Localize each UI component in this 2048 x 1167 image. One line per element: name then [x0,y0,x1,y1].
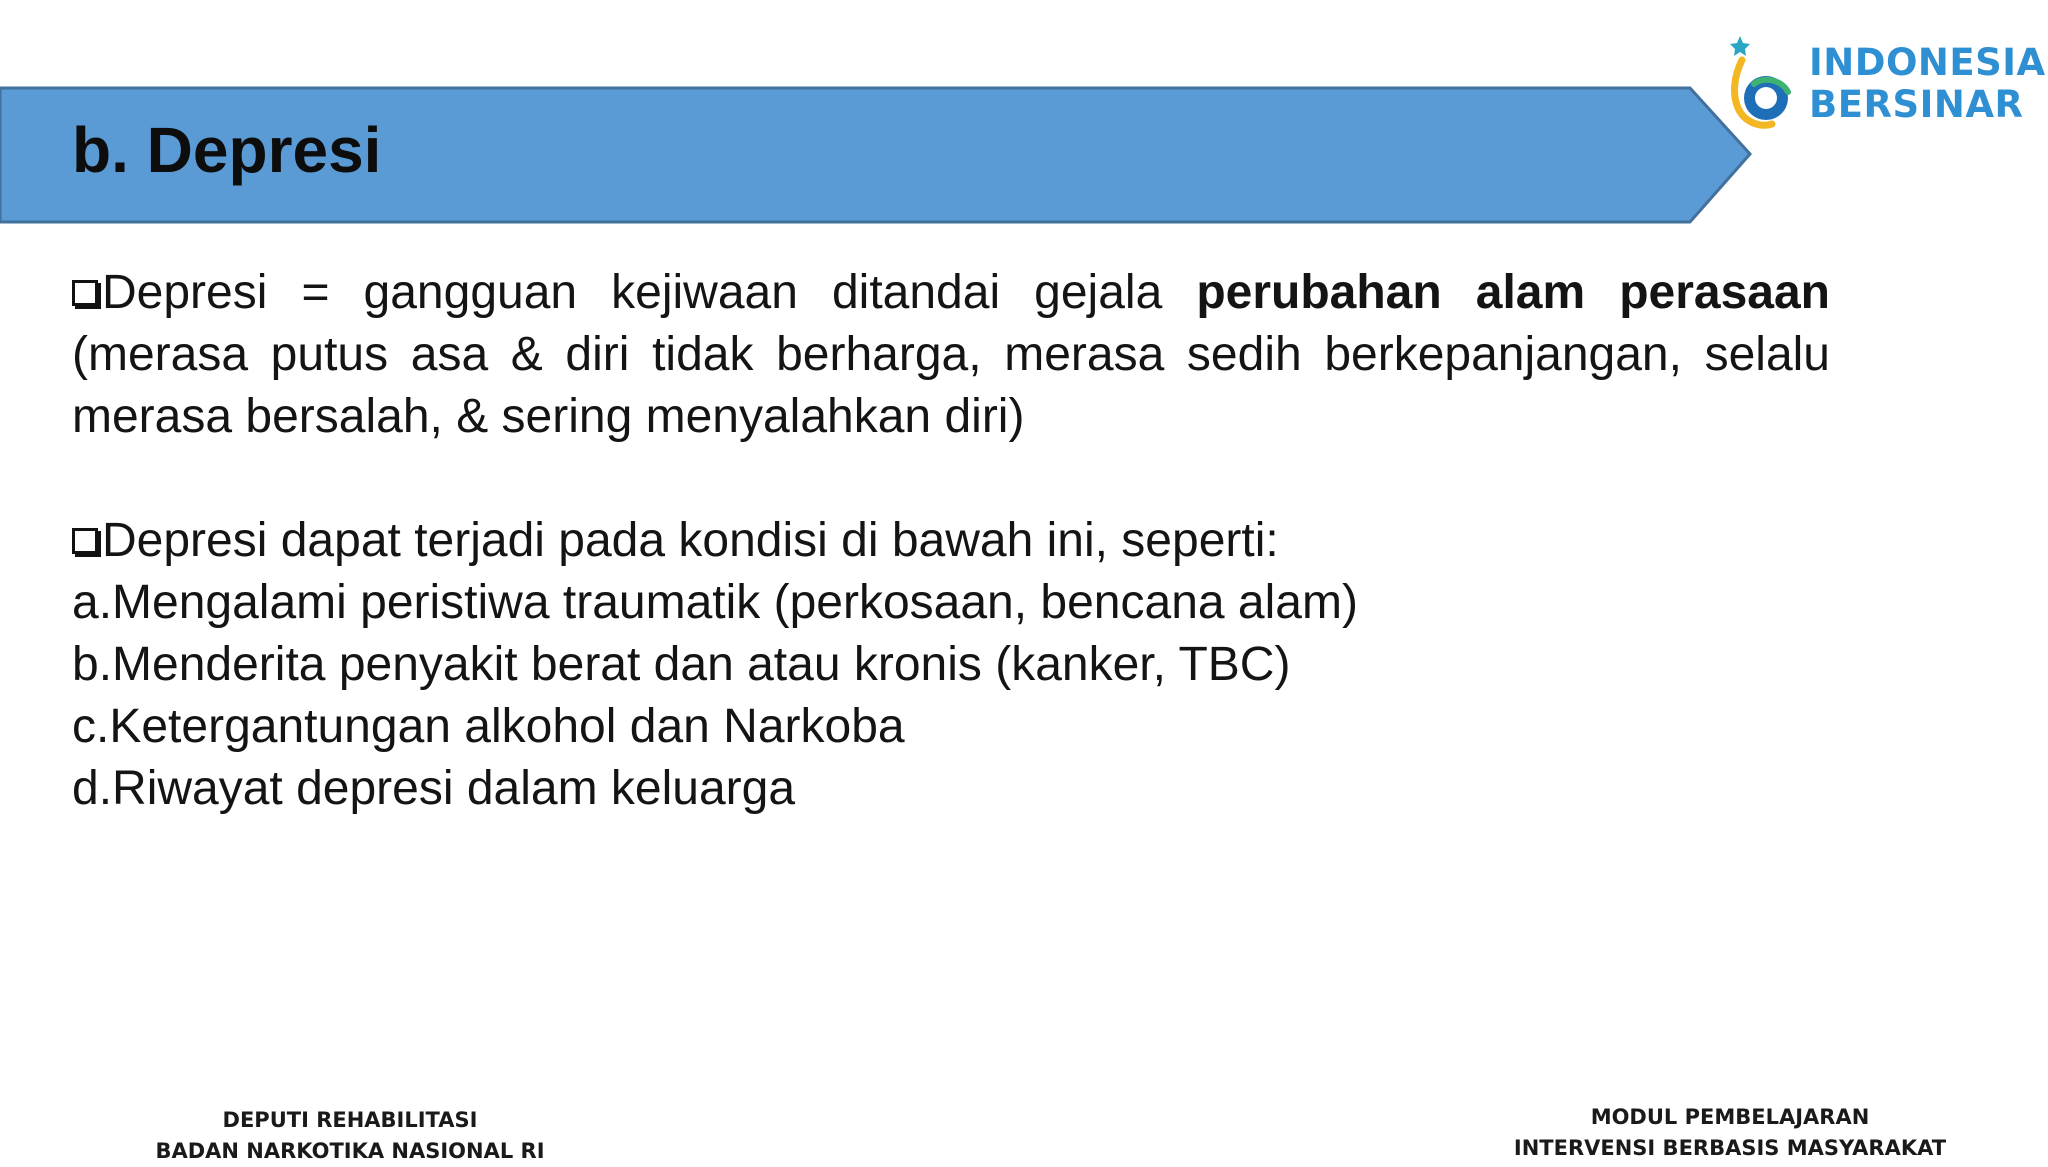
footer-left-line1: DEPUTI REHABILITASI [222,1108,478,1132]
list-item: d.Riwayat depresi dalam keluarga [72,762,796,815]
causes-intro-text: Depresi dapat terjadi pada kondisi di bawah ini, seperti: [102,514,1279,567]
paragraph-definition [72,262,1830,448]
logo-line1: INDONESIA [1809,41,2046,84]
footer-right [1500,1102,1960,1164]
definition-rest-text: (merasa putus asa & diri tidak berharga, merasa sedih berkepanjangan, selalu merasa bersalah, & sering menyalahkan diri) [72,328,1830,443]
slide-content [72,262,1832,820]
checkbox-bullet-icon [72,528,98,554]
list-item: c.Ketergantungan alkohol dan Narkoba [72,700,905,753]
footer-left-line2: BADAN NARKOTIKA NASIONAL RI [155,1139,545,1163]
title-banner [0,86,1750,224]
footer-left [150,1105,550,1167]
definition-bold-text: perubahan alam perasaan [1196,266,1830,319]
paragraph-causes-intro [72,510,1832,572]
logo-line2: BERSINAR [1809,83,2024,126]
footer-right-line2: INTERVENSI BERBASIS MASYARAKAT [1513,1136,1947,1160]
page-title: b. Depresi [72,114,382,186]
definition-text: Depresi = gangguan kejiwaan ditandai gejala [102,266,1197,319]
footer-right-line1: MODUL PEMBELAJARAN [1590,1105,1870,1129]
list-item: b.Menderita penyakit berat dan atau kronis (kanker, TBC) [72,638,1291,691]
checkbox-bullet-icon [72,280,98,306]
list-item: a.Mengalami peristiwa traumatik (perkosaan, bencana alam) [72,576,1358,629]
